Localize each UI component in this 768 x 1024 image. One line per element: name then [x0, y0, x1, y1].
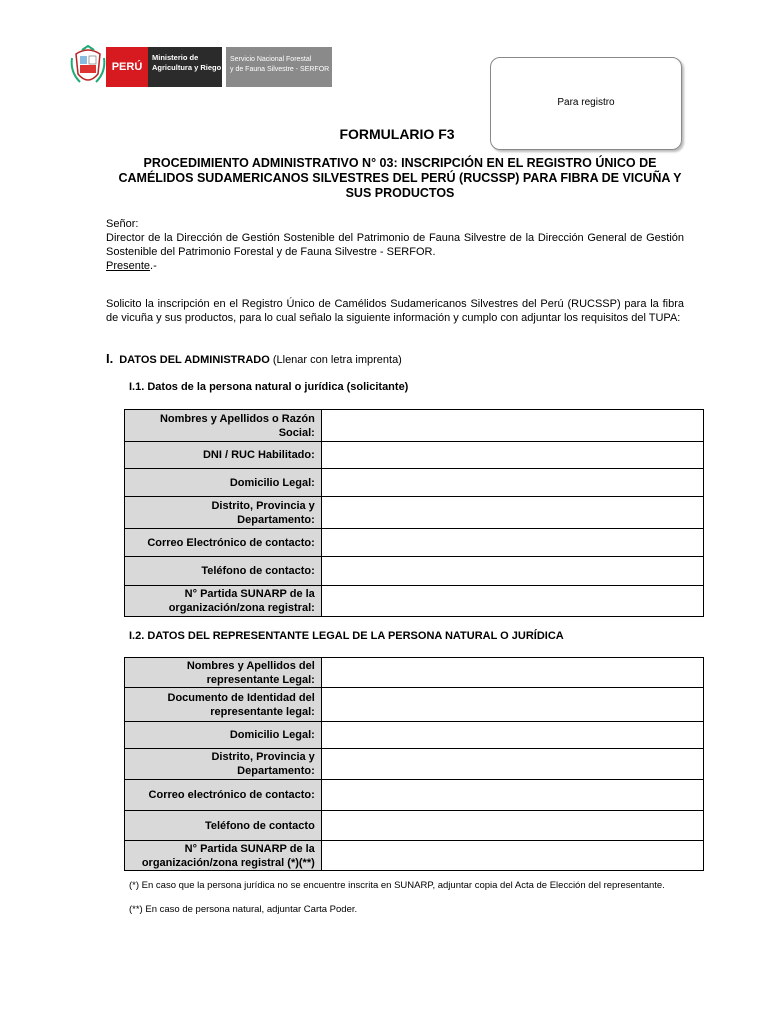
address-field[interactable] — [321, 469, 703, 497]
field-label: Correo electrónico de contacto: — [125, 780, 322, 811]
field-label: N° Partida SUNARP de la organización/zona registral (*)(**) — [125, 841, 322, 871]
table-row — [125, 497, 704, 529]
coat-of-arms-icon — [70, 44, 106, 88]
table-row — [125, 658, 704, 688]
request-text: Solicito la inscripción en el Registro Único de Camélidos Sudamericanos Silvestres del Perú (RUCSSP) para la fibra de vicuña y sus productos, para lo cual señalo la siguiente información y cumplo con adjuntar los requisitos del TUPA: — [106, 298, 684, 324]
section-1-heading: I. DATOS DEL ADMINISTRADO (Llenar con letra imprenta) — [106, 351, 402, 366]
form-title: FORMULARIO F3 — [339, 126, 455, 142]
table-row — [125, 688, 704, 722]
subsection-2-title: I.2. DATOS DEL REPRESENTANTE LEGAL DE LA PERSONA NATURAL O JURÍDICA — [129, 630, 564, 642]
sunarp-field[interactable] — [321, 586, 703, 617]
field-label: DNI / RUC Habilitado: — [125, 442, 322, 469]
table-row — [125, 811, 704, 841]
district-field[interactable] — [321, 497, 703, 529]
name-field[interactable] — [321, 410, 703, 442]
rep-id-field[interactable] — [321, 688, 703, 722]
rep-phone-field[interactable] — [321, 811, 703, 841]
procedure-title: PROCEDIMIENTO ADMINISTRATIVO N° 03: INSCRIPCIÓN EN EL REGISTRO ÚNICO DE CAMÉLIDOS SUDAMERICANOS SILVESTRES DEL PERÚ (RUCSSP) PARA FIBRA DE VICUÑA Y SUS PRODUCTOS — [118, 156, 682, 200]
field-label: Correo Electrónico de contacto: — [125, 529, 322, 557]
registry-label: Para registro — [557, 97, 615, 108]
table-row — [125, 841, 704, 871]
field-label: Documento de Identidad del representante legal: — [125, 688, 322, 722]
rep-name-field[interactable] — [321, 658, 703, 688]
table-row — [125, 529, 704, 557]
table-row — [125, 749, 704, 780]
footnote-1: (*) En caso que la persona jurídica no se encuentre inscrita en SUNARP, adjuntar copia del Acta de Elección del representante. — [129, 880, 665, 891]
field-label: N° Partida SUNARP de la organización/zona registral: — [125, 586, 322, 617]
footnote-2: (**) En caso de persona natural, adjuntar Carta Poder. — [129, 904, 358, 915]
rep-email-field[interactable] — [321, 780, 703, 811]
field-label: Distrito, Provincia y Departamento: — [125, 749, 322, 780]
email-field[interactable] — [321, 529, 703, 557]
field-label: Nombres y Apellidos del representante Legal: — [125, 658, 322, 688]
salutation-director: Director de la Dirección de Gestión Sostenible del Patrimonio de Fauna Silvestre de la Dirección General de Gestión Sostenible del Patrimonio Forestal y de Fauna Silvestre - SERFOR. — [106, 232, 684, 258]
salutation-presente: Presente.- — [106, 260, 157, 272]
table-row — [125, 557, 704, 586]
table-row — [125, 410, 704, 442]
rep-sunarp-field[interactable] — [321, 841, 703, 871]
table-row — [125, 780, 704, 811]
field-label: Domicilio Legal: — [125, 469, 322, 497]
table-row — [125, 469, 704, 497]
rep-address-field[interactable] — [321, 722, 703, 749]
ministry-logo: Ministerio de Agricultura y Riego — [148, 47, 222, 87]
subsection-1-title: I.1. Datos de la persona natural o jurídica (solicitante) — [129, 381, 409, 393]
representative-table — [124, 657, 704, 871]
field-label: Domicilio Legal: — [125, 722, 322, 749]
field-label: Nombres y Apellidos o Razón Social: — [125, 410, 322, 442]
serfor-logo: Servicio Nacional Forestal y de Fauna Silvestre - SERFOR — [226, 47, 332, 87]
rep-district-field[interactable] — [321, 749, 703, 780]
field-label: Teléfono de contacto — [125, 811, 322, 841]
peru-logo: PERÚ — [106, 47, 148, 87]
table-row — [125, 442, 704, 469]
phone-field[interactable] — [321, 557, 703, 586]
field-label: Distrito, Provincia y Departamento: — [125, 497, 322, 529]
table-row — [125, 722, 704, 749]
dni-ruc-field[interactable] — [321, 442, 703, 469]
field-label: Teléfono de contacto: — [125, 557, 322, 586]
salutation-senor: Señor: — [106, 218, 139, 230]
applicant-table — [124, 409, 704, 617]
table-row — [125, 586, 704, 617]
